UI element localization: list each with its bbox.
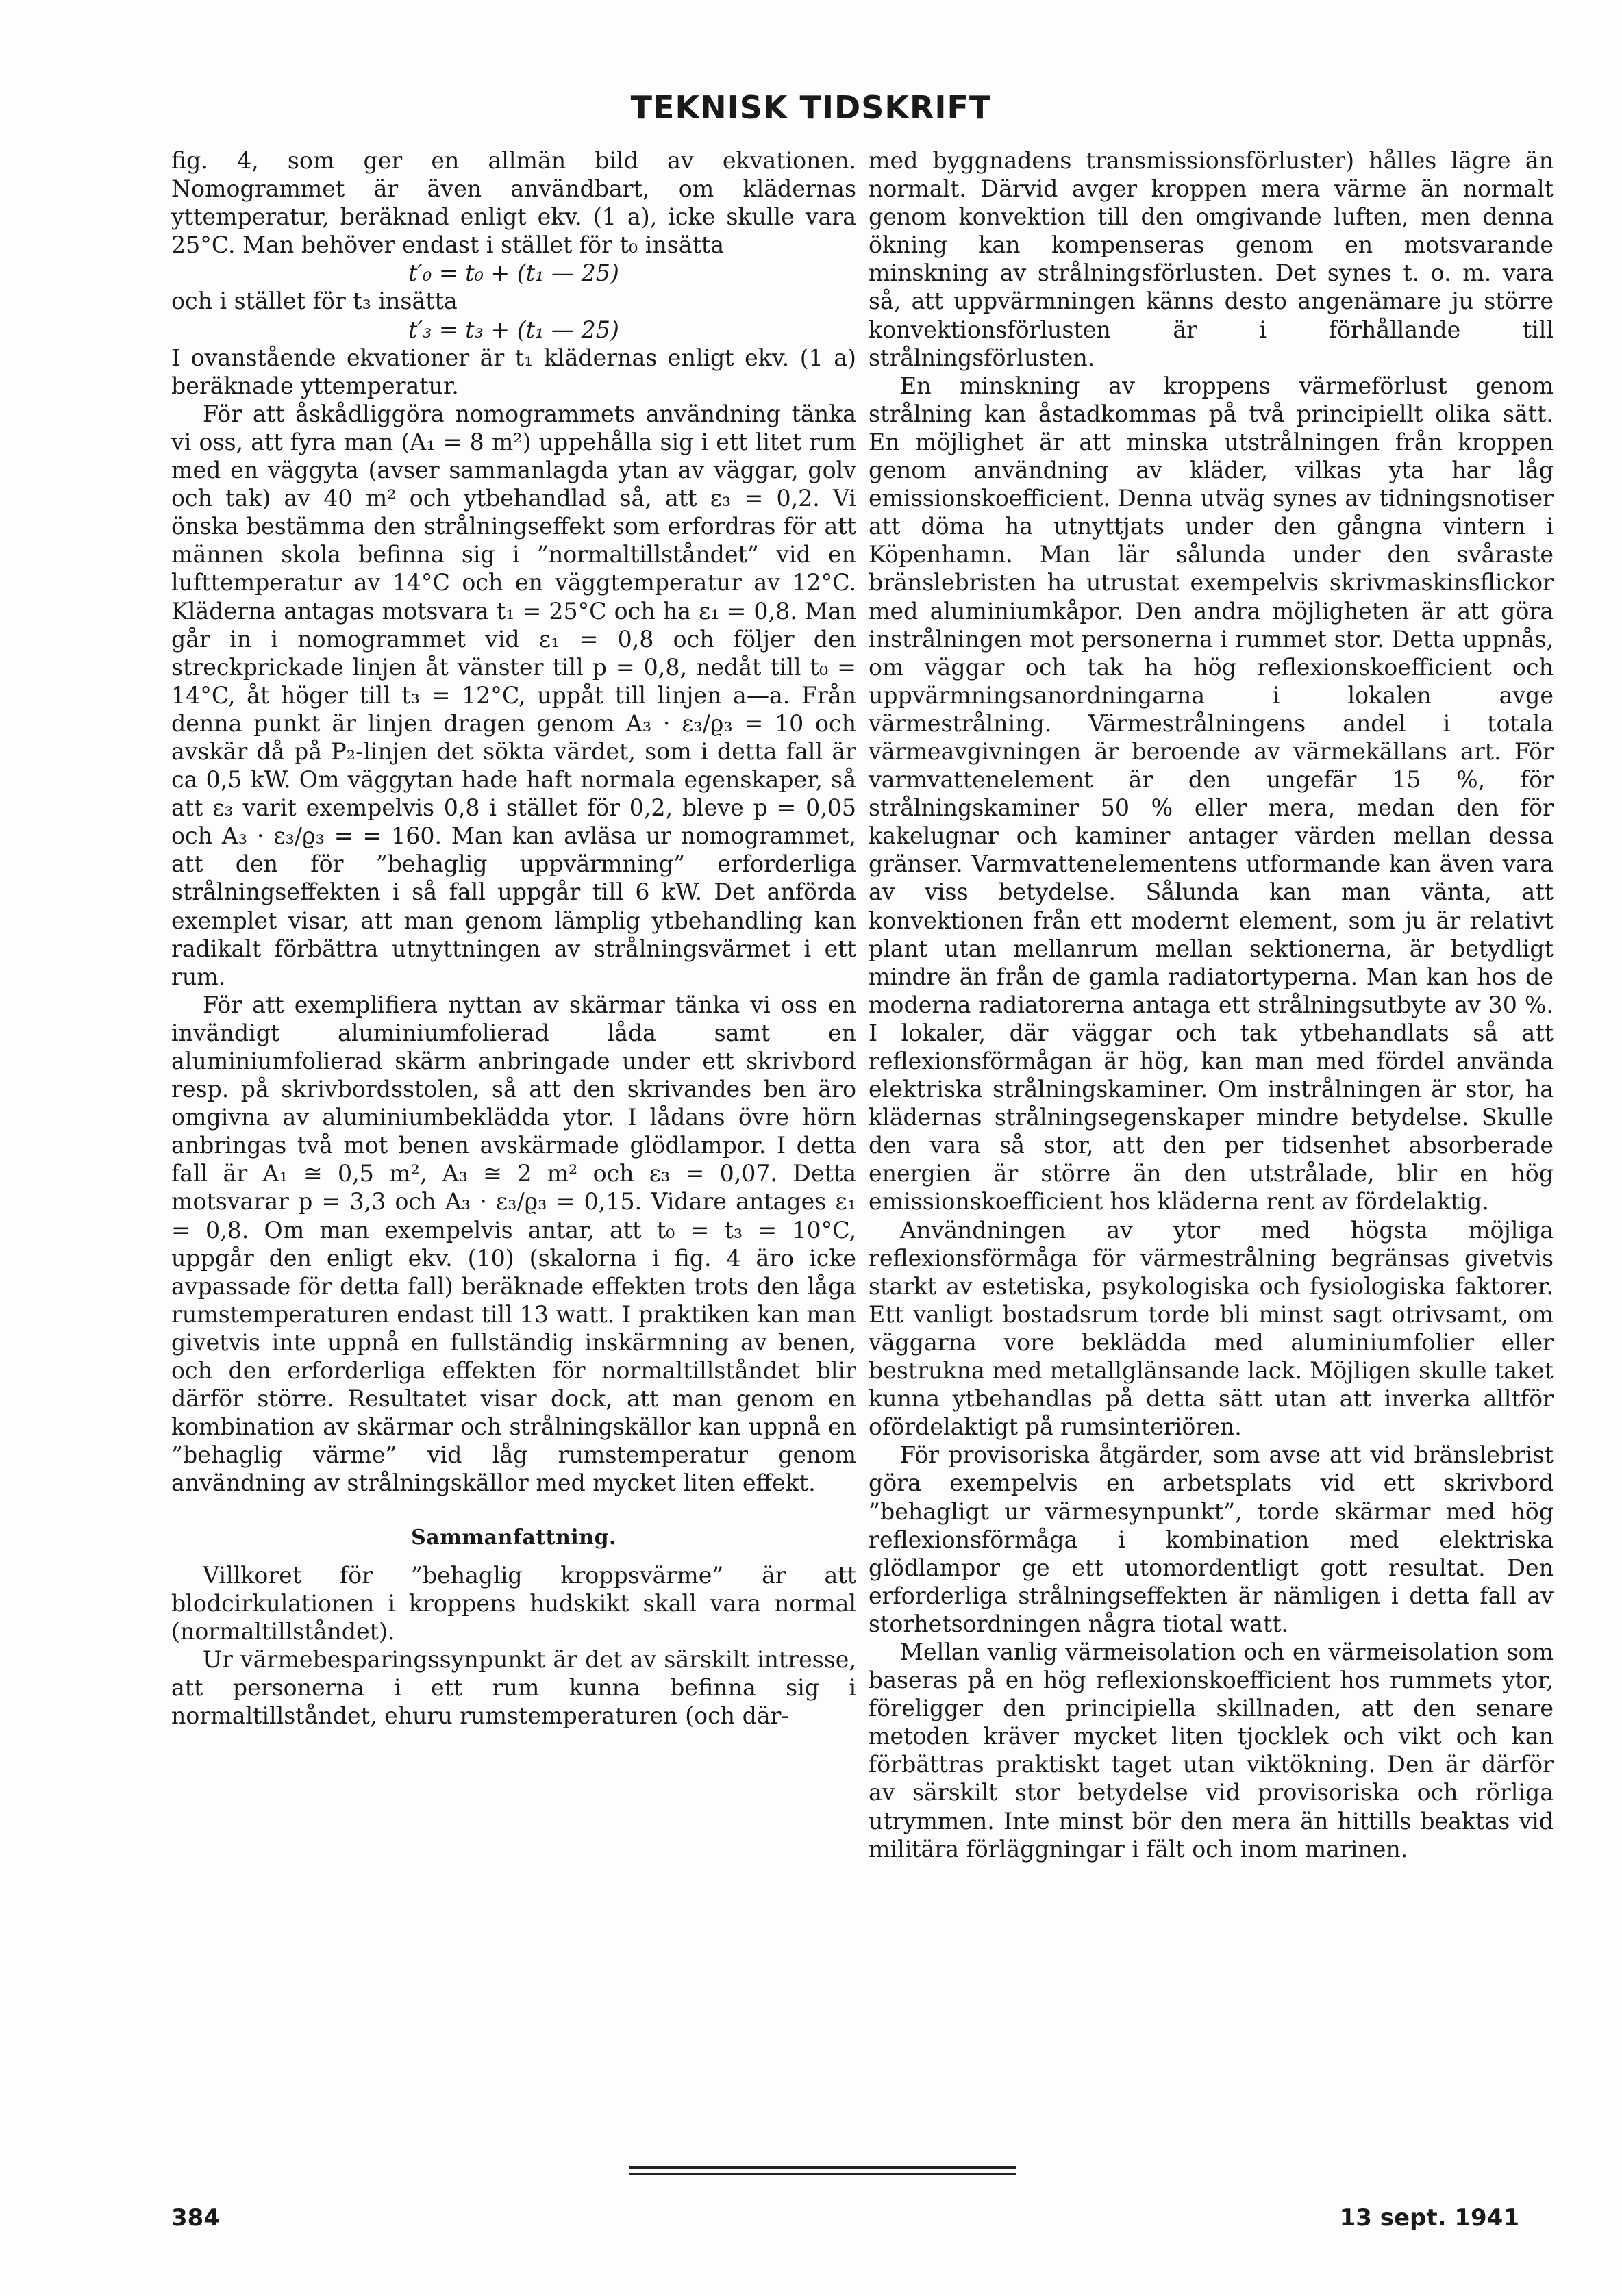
paragraph: med byggnadens transmissionsförluster) hålles lägre än normalt. Därvid avger kroppen mera värme än normalt genom konvektion till den omgivande luften, men denna ökning kan kompenseras genom en motsvarande minskning av strålningsförlusten. Det synes t. o. m. vara så, att uppvärmningen känns desto angenämare ju större konvektionsförlusten är i förhållande till strålningsförlusten. (869, 147, 1554, 371)
paragraph: För att exemplifiera nyttan av skärmar tänka vi oss en invändigt aluminiumfolierad låda samt en aluminiumfolierad skärm anbringade under ett skrivbord resp. på skrivbordsstolen, så att den skrivandes ben äro omgivna av aluminiumbeklädda ytor. I lådans övre hörn anbringas två mot benen avskärmade glödlampor. I detta fall är A₁ ≅ 0,5 m², A₃ ≅ 2 m² och ε₃ = 0,07. Detta motsvarar p = 3,3 och A₃ · ε₃/ϱ₃ = 0,15. Vidare antages ε₁ = 0,8. Om man exempelvis antar, att t₀ = t₃ = 10°C, uppgår den enligt ekv. (10) (skalorna i fig. 4 äro icke avpassade för detta fall) beräknade effekten trots den låga rumstemperaturen endast till 13 watt. I praktiken kan man givetvis inte uppnå en fullständig inskärmning av benen, och den erforderliga effekten för normaltillståndet blir därför större. Resultatet visar dock, att man genom en kombination av skärmar och strålningskällor kan uppnå en ”behaglig värme” vid låg rumstemperatur genom användning av strålningskällor med mycket liten effekt. (171, 991, 856, 1497)
paragraph: Mellan vanlig värmeisolation och en värmeisolation som baseras på en hög reflexionskoefficient hos rummets ytor, föreligger den principiella skillnaden, att den senare metoden kräver mycket liten tjocklek och vikt och kan förbättras praktiskt taget utan viktökning. Den är därför av särskilt stor betydelse vid provisoriska och rörliga utrymmen. Inte minst bör den mera än hittills beaktas vid militära förläggningar i fält och inom marinen. (869, 1638, 1554, 1863)
equation: t′₃ = t₃ + (t₁ — 25) (408, 316, 619, 343)
paragraph: Ur värmebesparingssynpunkt är det av särskilt intresse, att personerna i ett rum kunna befinna sig i normaltillståndet, ehuru rumstemperaturen (och där- (171, 1645, 856, 1730)
issue-date: 13 sept. 1941 (1339, 2204, 1519, 2232)
paragraph: fig. 4, som ger en allmän bild av ekvationen. Nomogrammet är även användbart, om klädernas yttemperatur, beräknad enligt ekv. (1 a), icke skulle vara 25°C. Man behöver endast i stället för t₀ insätta (171, 147, 856, 259)
section-heading: Sammanfattning. (411, 1525, 616, 1550)
right-column (869, 147, 1554, 1863)
paragraph: och i stället för t₃ insätta (171, 288, 458, 315)
journal-title: TEKNISK TIDSKRIFT (630, 89, 992, 126)
end-rule (629, 2166, 1016, 2169)
page-number: 384 (171, 2204, 220, 2232)
end-rule-thin (629, 2173, 1016, 2175)
paragraph: För provisoriska åtgärder, som avse att vid bränslebrist göra exempelvis en arbetsplats vid ett skrivbord ”behagligt ur värmesynpunkt”, torde skärmar med hög reflexionsförmåga i kombination med elektriska glödlampor ge ett utomordentligt gott resultat. Den erforderliga strålningseffekten är nämligen i detta fall av storhetsordningen några tiotal watt. (869, 1441, 1554, 1637)
paragraph: En minskning av kroppens värmeförlust genom strålning kan åstadkommas på två principiellt olika sätt. En möjlighet är att minska utstrålningen från kroppen genom användning av kläder, vilkas yta har låg emissionskoefficient. Denna utväg synes av tidningsnotiser att döma ha utnyttjats under den gångna vintern i Köpenhamn. Man lär sålunda under den svåraste bränslebristen ha utrustat exempelvis skrivmaskinsflickor med aluminiumkåpor. Den andra möjligheten är att göra instrålningen mot personerna i rummet stor. Detta uppnås, om väggar och tak ha hög reflexionskoefficient och uppvärmningsanordningarna i lokalen avge värmestrålning. Värmestrålningens andel i totala värmeavgivningen är beroende av värmekällans art. För varmvattenelement är den ungefär 15 %, för strålningskaminer 50 % eller mera, medan den för kakelugnar och kaminer antager värden mellan dessa gränser. Varmvattenelementens utformande kan även vara av viss betydelse. Sålunda kan man vänta, att konvektionen från ett modernt element, som ju är relativt plant utan mellanrum mellan sektionerna, är betydligt mindre än från de gamla radiatortyperna. Man kan hos de moderna radiatorerna antaga ett strålningsutbyte av 30 %. I lokaler, där väggar och tak ytbehandlats så att reflexionsförmågan är hög, kan man med fördel använda elektriska strålningskaminer. Om instrålningen är stor, ha klädernas strålningsegenskaper mindre betydelse. Skulle den vara så stor, att den per tidsenhet absorberade energien är större än den utstrålade, blir en hög emissionskoefficient hos kläderna rent av fördelaktig. (869, 372, 1554, 1215)
left-column (171, 147, 856, 1730)
paragraph: För att åskådliggöra nomogrammets användning tänka vi oss, att fyra man (A₁ = 8 m²) uppehålla sig i ett litet rum med en väggyta (avser sammanlagda ytan av väggar, golv och tak) av 40 m² och ytbehandlad så, att ε₃ = 0,2. Vi önska bestämma den strålningseffekt som erfordras för att männen skola befinna sig i ”normaltillståndet” vid en lufttemperatur av 14°C och en väggtemperatur av 12°C. Kläderna antagas motsvara t₁ = 25°C och ha ε₁ = 0,8. Man går in i nomogrammet vid ε₁ = 0,8 och följer den streckprickade linjen åt vänster till p = 0,8, nedåt till t₀ = 14°C, åt höger till t₃ = 12°C, uppåt till linjen a—a. Från denna punkt är linjen dragen genom A₃ · ε₃/ϱ₃ = 10 och avskär då på P₂-linjen det sökta värdet, som i detta fall är ca 0,5 kW. Om väggytan hade haft normala egenskaper, så att ε₃ varit exempelvis 0,8 i stället för 0,2, bleve p = 0,05 och A₃ · ε₃/ϱ₃ = = 160. Man kan avläsa ur nomogrammet, att den för ”behaglig uppvärmning” erforderliga strålningseffekten i så fall uppgår till 6 kW. Det anförda exemplet visar, att man genom lämplig ytbehandling kan radikalt förbättra utnyttningen av strålningsvärmet i ett rum. (171, 400, 856, 990)
paragraph: Villkoret för ”behaglig kroppsvärme” är att blodcirkulationen i kroppens hudskikt skall vara normal (normaltillståndet). (171, 1561, 856, 1645)
equation: t′₀ = t₀ + (t₁ — 25) (408, 260, 619, 287)
paragraph: I ovanstående ekvationer är t₁ klädernas enligt ekv. (1 a) beräknade yttemperatur. (171, 344, 856, 399)
paragraph: Användningen av ytor med högsta möjliga reflexionsförmåga för värmestrålning begränsas givetvis starkt av estetiska, psykologiska och fysiologiska faktorer. Ett vanligt bostadsrum torde bli minst sagt otrivsamt, om väggarna vore beklädda med aluminiumfolier eller bestrukna med metallglänsande lack. Möjligen skulle taket kunna ytbehandlas på detta sätt utan att inverka alltför ofördelaktigt på rumsinteriören. (869, 1216, 1554, 1441)
